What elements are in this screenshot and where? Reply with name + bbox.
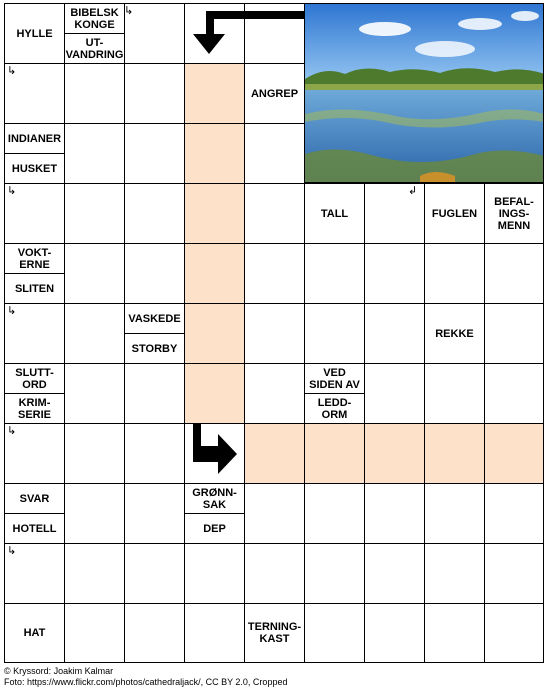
clue-terningkast: TERNING-KAST — [244, 603, 305, 663]
answer-cell[interactable] — [304, 483, 365, 544]
arrow-right-down-icon: ↳ — [7, 65, 17, 77]
answer-cell[interactable] — [484, 603, 544, 663]
answer-cell[interactable] — [424, 603, 485, 663]
clue-svar: SVAR — [4, 483, 65, 514]
answer-cell[interactable] — [364, 303, 425, 364]
answer-cell[interactable] — [124, 123, 185, 184]
answer-cell[interactable] — [244, 543, 305, 604]
answer-cell[interactable] — [304, 543, 365, 604]
answer-cell[interactable] — [244, 303, 305, 364]
answer-cell[interactable] — [124, 603, 185, 663]
answer-cell[interactable] — [424, 363, 485, 424]
answer-cell[interactable] — [424, 243, 485, 304]
answer-cell[interactable] — [244, 243, 305, 304]
clue-fuglen: FUGLEN — [424, 183, 485, 244]
clue-husket: HUSKET — [4, 153, 65, 184]
answer-cell[interactable] — [484, 483, 544, 544]
answer-cell[interactable] — [364, 603, 425, 663]
answer-cell[interactable] — [124, 423, 185, 484]
answer-cell[interactable] — [484, 303, 544, 364]
highlighted-answer-cell[interactable] — [184, 363, 245, 424]
answer-cell[interactable] — [64, 423, 125, 484]
answer-cell[interactable] — [364, 483, 425, 544]
photo-credit: Foto: https://www.flickr.com/photos/cathedraljack/, CC BY 2.0, Cropped — [4, 677, 288, 687]
answer-cell[interactable] — [244, 183, 305, 244]
arrow-right-down-icon: ↳ — [7, 305, 17, 317]
answer-cell[interactable] — [304, 243, 365, 304]
clue-sluttord: SLUTT-ORD — [4, 363, 65, 394]
highlighted-answer-cell[interactable] — [304, 423, 365, 484]
lake-photo — [304, 3, 544, 183]
arrow-left-down-icon: ↲ — [408, 185, 418, 197]
highlighted-answer-cell[interactable] — [244, 423, 305, 484]
answer-cell[interactable] — [64, 63, 125, 124]
answer-cell[interactable] — [484, 543, 544, 604]
arrow-bar-icon — [245, 4, 304, 63]
answer-cell[interactable] — [364, 363, 425, 424]
answer-cell[interactable] — [364, 243, 425, 304]
answer-cell[interactable] — [184, 543, 245, 604]
crossword-credit: © Kryssord: Joakim Kalmar — [4, 666, 114, 676]
answer-cell[interactable] — [304, 603, 365, 663]
answer-cell[interactable] — [64, 243, 125, 304]
answer-cell[interactable] — [64, 363, 125, 424]
answer-cell[interactable] — [304, 303, 365, 364]
clue-utvandring: UT-VANDRING — [64, 33, 125, 64]
highlighted-answer-cell[interactable] — [424, 423, 485, 484]
answer-cell[interactable] — [124, 483, 185, 544]
answer-cell[interactable] — [64, 303, 125, 364]
answer-cell[interactable] — [424, 483, 485, 544]
arrow-right-down-icon: ↳ — [7, 545, 17, 557]
arrow-right-down-icon: ↳ — [7, 425, 17, 437]
answer-cell[interactable] — [64, 483, 125, 544]
landscape-image — [305, 4, 544, 183]
answer-cell[interactable] — [64, 603, 125, 663]
arrow-right-down-icon: ↳ — [7, 185, 17, 197]
clue-dep: DEP — [184, 513, 245, 544]
big-arrow-cell-middle — [184, 423, 245, 484]
clue-vaskede: VASKEDE — [124, 303, 185, 334]
answer-cell[interactable] — [244, 363, 305, 424]
clue-ved-siden-av: VED SIDEN AV — [304, 363, 365, 394]
answer-cell[interactable] — [124, 183, 185, 244]
answer-cell[interactable] — [484, 243, 544, 304]
highlighted-answer-cell[interactable] — [184, 123, 245, 184]
answer-cell[interactable] — [424, 543, 485, 604]
answer-cell[interactable] — [364, 543, 425, 604]
big-arrow-cell-top — [184, 3, 245, 64]
clue-sliten: SLITEN — [4, 273, 65, 304]
clue-gronnsak: GRØNN-SAK — [184, 483, 245, 514]
big-arrow-cell-top-right — [244, 3, 305, 64]
highlighted-answer-cell[interactable] — [184, 63, 245, 124]
clue-storby: STORBY — [124, 333, 185, 364]
arrow-right-down-icon: ↳ — [124, 5, 134, 17]
highlighted-answer-cell[interactable] — [484, 423, 544, 484]
bent-arrow-right-icon — [185, 424, 244, 483]
highlighted-answer-cell[interactable] — [184, 243, 245, 304]
answer-cell[interactable] — [64, 543, 125, 604]
highlighted-answer-cell[interactable] — [184, 183, 245, 244]
clue-tall: TALL — [304, 183, 365, 244]
answer-cell[interactable] — [244, 483, 305, 544]
clue-leddorm: LEDD-ORM — [304, 393, 365, 424]
bent-arrow-down-icon — [185, 4, 244, 63]
clue-hotell: HOTELL — [4, 513, 65, 544]
clue-krimserie: KRIM-SERIE — [4, 393, 65, 424]
answer-cell[interactable] — [64, 183, 125, 244]
answer-cell[interactable] — [124, 243, 185, 304]
answer-cell[interactable] — [124, 543, 185, 604]
clue-angrep: ANGREP — [244, 63, 305, 124]
highlighted-answer-cell[interactable] — [184, 303, 245, 364]
clue-befalingsmenn: BEFAL-INGS-MENN — [484, 183, 544, 244]
answer-cell[interactable] — [244, 123, 305, 184]
clue-indianer: INDIANER — [4, 123, 65, 154]
answer-cell[interactable] — [184, 603, 245, 663]
highlighted-answer-cell[interactable] — [364, 423, 425, 484]
clue-hat: HAT — [4, 603, 65, 663]
answer-cell[interactable] — [124, 363, 185, 424]
clue-bibelsk-konge: BIBELSK KONGE — [64, 3, 125, 34]
clue-vokterne: VOKT-ERNE — [4, 243, 65, 274]
answer-cell[interactable] — [484, 363, 544, 424]
clue-rekke: REKKE — [424, 303, 485, 364]
crossword-grid — [4, 3, 544, 663]
answer-cell[interactable] — [64, 123, 125, 184]
answer-cell[interactable] — [124, 63, 185, 124]
clue-hylle: HYLLE — [4, 3, 65, 64]
